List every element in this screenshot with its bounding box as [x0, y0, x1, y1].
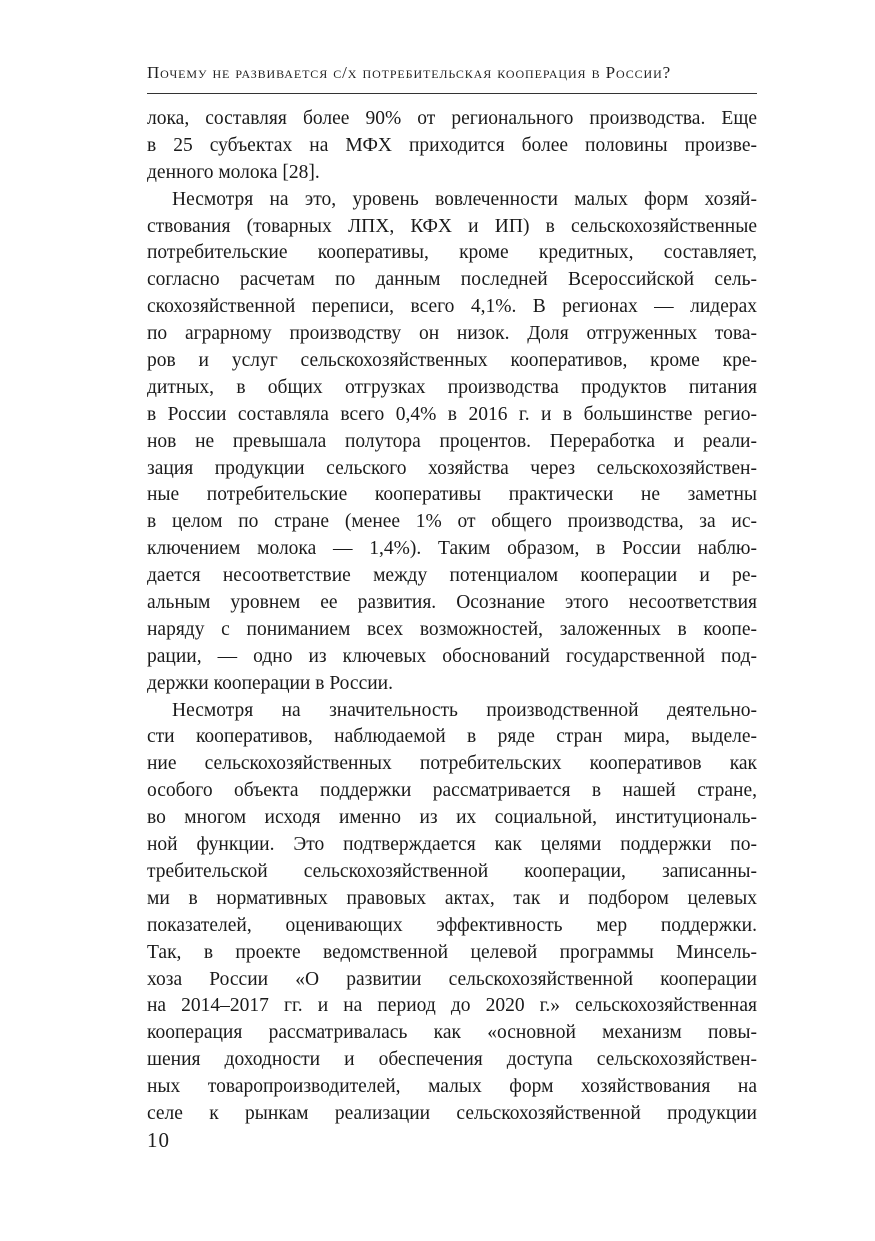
- text-line: лока, составляя более 90% от регионального производства. Еще: [147, 108, 757, 129]
- text-line: хоза России «О развитии сельскохозяйственной кооперации: [147, 968, 757, 990]
- text-line: ствования (товарных ЛПХ, КФХ и ИП) в сельскохозяйственные: [147, 215, 757, 237]
- text-line: наряду с пониманием всех возможностей, заложенных в коопе-: [147, 618, 757, 640]
- text-line: особого объекта поддержки рассматривается в нашей стране,: [147, 780, 757, 802]
- header-rule: [147, 93, 757, 94]
- text-line: дитных, в общих отгрузках производства продуктов питания: [147, 376, 757, 398]
- text-line: требительской сельскохозяйственной кооперации, записанны-: [147, 860, 757, 882]
- text-line: держки кооперации в России.: [147, 672, 393, 694]
- text-line: ключением молока — 1,4%). Таким образом, в России наблю-: [147, 538, 757, 560]
- text-line: денного молока [28].: [147, 161, 320, 183]
- text-line: по аграрному производству он низок. Доля отгруженных това-: [147, 323, 757, 345]
- text-line: нов не превышала полутора процентов. Переработка и реали-: [147, 430, 757, 452]
- text-line: согласно расчетам по данным последней Всероссийской сель-: [147, 269, 757, 291]
- text-line: на 2014–2017 гг. и на период до 2020 г.» сельскохозяйственная: [147, 995, 757, 1017]
- text-line: в целом по стране (менее 1% от общего производства, за ис-: [147, 511, 757, 533]
- paragraph: [147, 106, 757, 187]
- text-line: Несмотря на значительность производственной деятельно-: [172, 699, 757, 721]
- text-line: Несмотря на это, уровень вовлеченности малых форм хозяй-: [172, 188, 757, 210]
- text-line: ных товаропроизводителей, малых форм хозяйствования на: [147, 1076, 757, 1098]
- body-text: [147, 106, 757, 1128]
- paragraph: [147, 187, 757, 698]
- text-line: дается несоответствие между потенциалом кооперации и ре-: [147, 565, 757, 587]
- text-line: ной функции. Это подтверждается как целями поддержки по-: [147, 834, 757, 856]
- text-line: Так, в проекте ведомственной целевой программы Минсель-: [147, 941, 757, 963]
- text-line: ние сельскохозяйственных потребительских кооперативов как: [147, 753, 757, 775]
- text-line: показателей, оценивающих эффективность мер поддержки.: [147, 914, 757, 936]
- text-line: в 25 субъектах на МФХ приходится более половины произве-: [147, 134, 757, 156]
- text-line: в России составляла всего 0,4% в 2016 г. и в большинстве регио-: [147, 403, 757, 425]
- text-line: потребительские кооперативы, кроме кредитных, составляет,: [147, 242, 757, 264]
- page-number: 10: [147, 1128, 170, 1152]
- paragraph: [147, 698, 757, 1128]
- text-line: зация продукции сельского хозяйства через сельскохозяйствен-: [147, 457, 757, 479]
- running-head: Почему не развивается с/х потребительская кооперация в России?: [147, 63, 672, 82]
- text-line: шения доходности и обеспечения доступа сельскохозяйствен-: [147, 1049, 757, 1071]
- text-line: ми в нормативных правовых актах, так и подбором целевых: [147, 887, 757, 909]
- text-line: ров и услуг сельскохозяйственных кооперативов, кроме кре-: [147, 350, 757, 372]
- text-line: скохозяйственной переписи, всего 4,1%. В регионах — лидерах: [147, 296, 757, 318]
- text-line: ные потребительские кооперативы практически не заметны: [147, 484, 757, 506]
- text-line: альным уровнем ее развития. Осознание этого несоответствия: [147, 592, 757, 614]
- text-line: во многом исходя именно из их социальной, институциональ-: [147, 807, 757, 829]
- text-line: рации, — одно из ключевых обоснований государственной под-: [147, 645, 757, 667]
- text-line: кооперация рассматривалась как «основной механизм повы-: [147, 1022, 757, 1044]
- text-line: сти кооперативов, наблюдаемой в ряде стран мира, выделе-: [147, 726, 757, 748]
- text-line: селе к рынкам реализации сельскохозяйственной продукции: [147, 1102, 757, 1124]
